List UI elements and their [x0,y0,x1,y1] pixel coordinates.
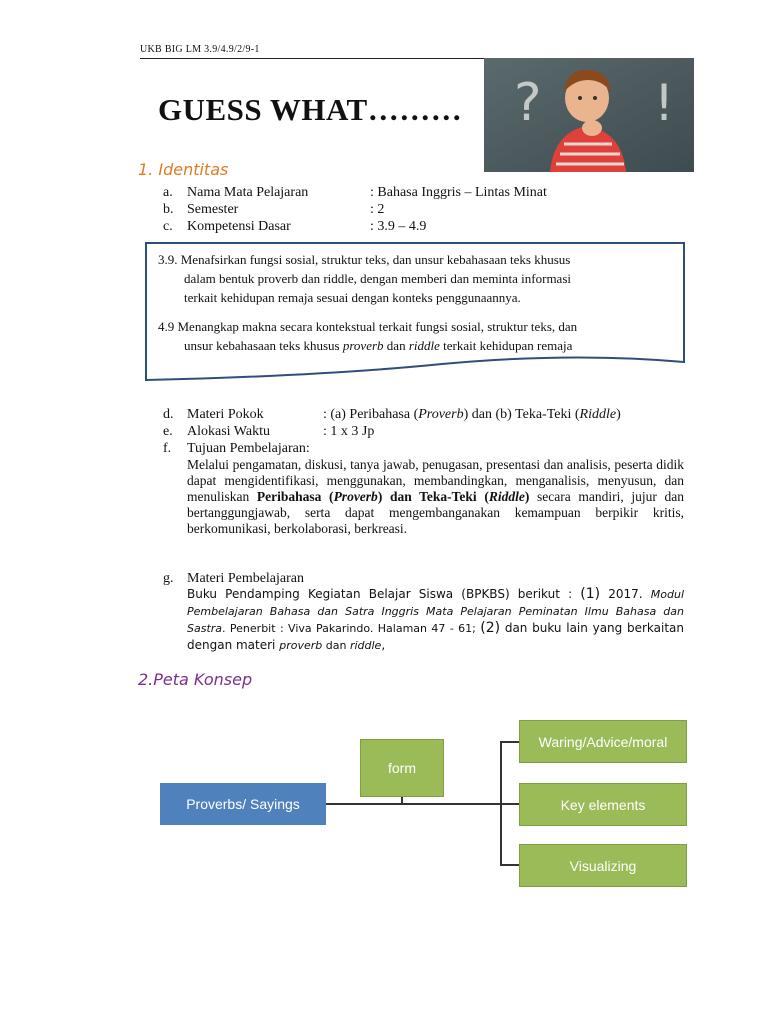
connector-to-advice [500,741,519,743]
kd39-line-3: terkait kehidupan remaja sesuai dengan konteks penggunaannya. [184,290,521,305]
row-value: : Bahasa Inggris – Lintas Minat [370,185,547,200]
concept-node-form: form [360,739,444,797]
kd49-text: unsur kebahasaan teks khusus [184,338,343,353]
thinking-child-photo [484,58,694,172]
identity-row-competency [163,218,683,235]
tujuan-bold: Peribahasa ( [256,489,334,504]
materi-number: (2) [480,620,501,636]
materi-text: dan buku lain yang berkaitan dengan materi [187,621,685,652]
concept-node-key-elements: Key elements [519,783,687,826]
value-proverb: Proverb [418,407,464,422]
concept-node-proverbs: Proverbs/ Sayings [160,783,326,825]
row-label: Tujuan Pembelajaran: [187,441,310,456]
row-letter: e. [163,424,173,439]
tujuan-paragraph [187,457,684,537]
tujuan-riddle: Riddle [488,489,525,504]
section-peta-konsep-heading: 2.Peta Konsep [138,670,253,689]
row-letter: b. [163,202,174,217]
kd49-text: dan [383,338,409,353]
materi-text: dan [322,639,350,652]
connector-to-key-elements [500,803,519,805]
concept-node-advice: Waring/Advice/moral [519,720,687,763]
connector-form [401,797,403,804]
row-label: Semester [187,202,239,217]
detail-row-materi-pokok [163,406,683,423]
detail-row-materi-pembelajaran [163,570,683,587]
identity-row-semester [163,201,683,218]
tujuan-text: Melalui pengamatan, diskusi, tanya jawab, penugasan, presentasi dan analisis, peserta didik dapat mengidentifikasi, menggunakan, membandingkan, menganalisis, menyusun, dan menuliskan [187,457,684,504]
tujuan-proverb: Proverb [333,489,378,504]
kd39-line-2: dalam bentuk proverb dan riddle, dengan memberi dan meminta informasi [184,271,571,286]
connector-to-visualizing [500,864,519,866]
kd49-line-1: 4.9 Menangkap makna secara kontekstual terkait fungsi sosial, struktur teks, dan [158,319,578,334]
row-label: Alokasi Waktu [187,424,270,439]
row-letter: g. [163,571,174,586]
row-value: : 3.9 – 4.9 [370,219,427,234]
materi-riddle: riddle [349,639,382,652]
materi-proverb: proverb [279,639,323,652]
materi-number: (1) [580,586,601,602]
row-letter: a. [163,185,173,200]
value-text: ) [616,407,621,422]
row-label: Kompetensi Dasar [187,219,291,234]
value-text: : (a) Peribahasa ( [323,407,419,422]
materi-book-title: Modul Pembelajaran Bahasa dan Satra Inggris Mata Pelajaran Peminatan Ilmu Bahasa dan Sastra [187,588,685,635]
row-letter: f. [163,441,172,456]
row-value: : 2 [370,202,385,217]
kd49-proverb: proverb [342,338,384,353]
tujuan-text: secara mandiri, jujur dan bertanggungjawab, serta dapat mengembanganakan kemampuan berpikir kritis, berkomunikasi, berkolaborasi, berkreasi. [187,489,684,536]
value-text: ) dan (b) Teka-Teki ( [463,407,580,422]
row-value: : 1 x 3 Jp [323,424,375,439]
kd49-line-2 [158,336,684,355]
kd49-text: terkait kehidupan remaja [439,338,573,353]
row-label: Materi Pokok [187,407,264,422]
materi-text: . Penerbit : Viva Pakarindo. Halaman 47 - 61; [222,622,481,635]
tujuan-bold: ) dan Teka-Teki ( [377,489,489,504]
question-mark-chalk: ? [514,73,542,133]
row-label: Nama Mata Pelajaran [187,185,309,200]
materi-text: 2017. [600,587,651,601]
competency-4-9 [158,317,684,355]
kd39-line-1: 3.9. Menafsirkan fungsi sosial, struktur teks, dan unsur kebahasaan teks khusus [158,252,571,267]
detail-row-alokasi-waktu [163,423,683,440]
row-letter: d. [163,407,174,422]
page-title: GUESS WHAT……… [158,92,463,127]
section-identitas-heading: 1. Identitas [138,160,229,179]
exclamation-mark-chalk: ! [654,74,675,132]
row-label: Materi Pembelajaran [187,571,305,586]
connector-root-to-branch [326,803,500,805]
detail-row-tujuan [163,440,683,457]
row-value [323,406,621,423]
concept-node-visualizing: Visualizing [519,844,687,887]
row-letter: c. [163,219,173,234]
kd49-riddle: riddle [408,338,440,353]
photo-illustration [484,58,694,172]
document-code: UKB BIG LM 3.9/4.9/2/9-1 [140,44,260,55]
tujuan-bold: ) [524,489,530,504]
materi-text: Buku Pendamping Kegiatan Belajar Siswa (BPKBS) berikut : [187,587,581,601]
materi-paragraph [187,586,684,654]
identity-row-subject [163,184,683,201]
competency-3-9 [158,250,684,307]
value-riddle: Riddle [579,407,617,422]
materi-text: , [381,638,386,652]
